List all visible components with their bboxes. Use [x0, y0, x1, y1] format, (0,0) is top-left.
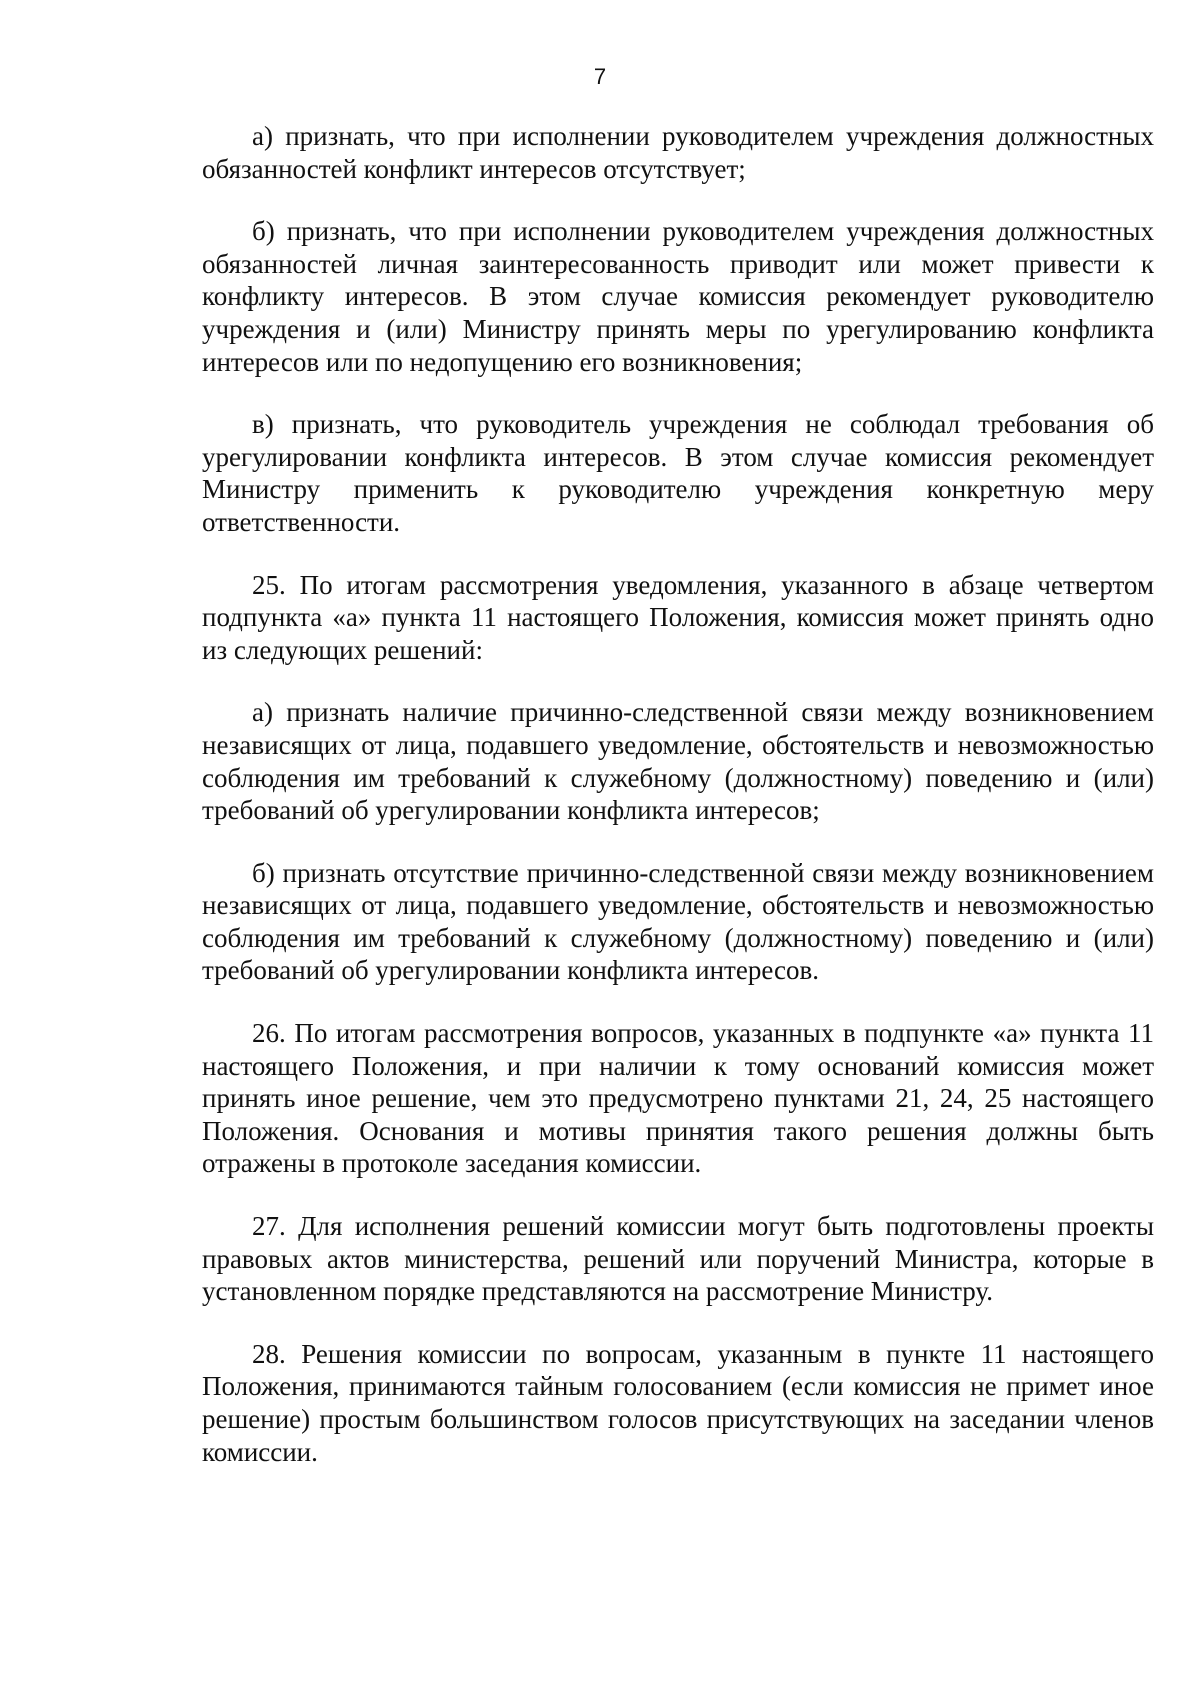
- paragraph-25: 25. По итогам рассмотрения уведомления, указанного в абзаце четвертом подпункта «а» пункта 11 настоящего Положения, комиссия может принять одно из следующих решений:: [202, 569, 1154, 665]
- paragraph-24v: в) признать, что руководитель учреждения не соблюдал требования об урегулировании конфликта интересов. В этом случае комиссия рекомендует Министру применить к руководителю учреждения конкретную меру ответственности.: [202, 409, 1154, 537]
- paragraph-26: 26. По итогам рассмотрения вопросов, указанных в подпункте «а» пункта 11 настоящего Положения, и при наличии к тому оснований комиссия может принять иное решение, чем это предусмотрено пунктами 21, 24, 25 настоящего Положения. Основания и мотивы принятия такого решения должны быть отражены в протоколе заседания комиссии.: [202, 1018, 1154, 1179]
- paragraph-27: 27. Для исполнения решений комиссии могут быть подготовлены проекты правовых актов министерства, решений или поручений Министра, которые в установленном порядке представляются на рассмотрение Министру.: [202, 1211, 1154, 1307]
- document-body: [202, 120, 1154, 1468]
- paragraph-25b: б) признать отсутствие причинно-следственной связи между возникновением независящих от лица, подавшего уведомление, обстоятельств и невозможностью соблюдения им требований к служебному (должностному) поведению и (или) требований об урегулировании конфликта интересов.: [202, 857, 1154, 986]
- paragraph-25a: а) признать наличие причинно-следственной связи между возникновением независящих от лица, подавшего уведомление, обстоятельств и невозможностью соблюдения им требований к служебному (должностному) поведению и (или) требований об урегулировании конфликта интересов;: [202, 697, 1154, 826]
- page-number: 7: [593, 64, 607, 89]
- paragraph-24a: а) признать, что при исполнении руководителем учреждения должностных обязанностей конфликт интересов отсутствует;: [202, 121, 1154, 184]
- paragraph-28: 28. Решения комиссии по вопросам, указанным в пункте 11 настоящего Положения, принимаются тайным голосованием (если комиссия не примет иное решение) простым большинством голосов присутствующих на заседании членов комиссии.: [202, 1338, 1154, 1467]
- paragraph-24b: б) признать, что при исполнении руководителем учреждения должностных обязанностей личная заинтересованность приводит или может привести к конфликту интересов. В этом случае комиссия рекомендует руководителю учреждения и (или) Министру принять меры по урегулированию конфликта интересов или по недопущению его возникновения;: [202, 216, 1154, 377]
